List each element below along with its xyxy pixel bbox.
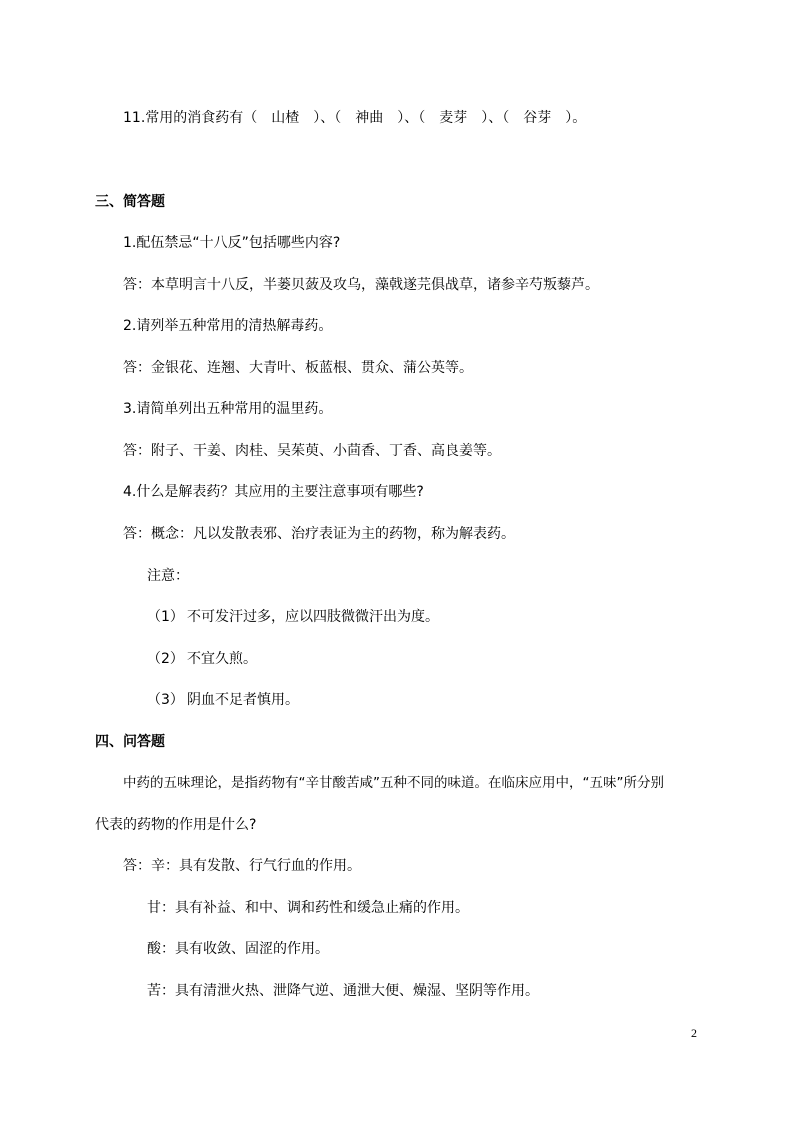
note-number: （3） bbox=[147, 692, 184, 708]
answer-4: 答：概念：凡以发散表邪、治疗表证为主的药物，称为解表药。 bbox=[123, 526, 515, 542]
q11-answer-4: 谷芽 bbox=[523, 110, 552, 126]
question-3: 3.请简单列出五种常用的温里药。 bbox=[123, 401, 333, 417]
question-2: 2.请列举五种常用的清热解毒药。 bbox=[123, 318, 333, 334]
q11-prefix: 11.常用的消食药有（ bbox=[123, 110, 258, 126]
answer-2: 答：金银花、连翘、大青叶、板蓝根、贯众、蒲公英等。 bbox=[123, 360, 473, 376]
note-item bbox=[147, 649, 257, 669]
q11-separator: ）、（ bbox=[313, 110, 342, 126]
question-4: 4.什么是解表药？其应用的主要注意事项有哪些? bbox=[123, 484, 424, 500]
essay-question-line-2: 代表的药物的作用是什么? bbox=[95, 817, 257, 833]
fill-blank-question-11 bbox=[123, 108, 586, 128]
note-text: 阴血不足者慎用。 bbox=[187, 692, 299, 708]
essay-question-line-1: 中药的五味理论，是指药物有“辛甘酸苦咸”五种不同的味道。在临床应用中，“五味”所分别 bbox=[123, 775, 664, 791]
answer-1: 答：本草明言十八反，半蒌贝蔹及攻乌，藻戟遂芫俱战草，诸参辛芍叛藜芦。 bbox=[123, 277, 599, 293]
essay-answer-sweet: 甘：具有补益、和中、调和药性和缓急止痛的作用。 bbox=[147, 900, 469, 916]
essay-answer-sour: 酸：具有收敛、固涩的作用。 bbox=[147, 941, 329, 957]
answer-3: 答：附子、干姜、肉桂、吴茱萸、小茴香、丁香、高良姜等。 bbox=[123, 443, 501, 459]
q11-answer-2: 神曲 bbox=[355, 110, 384, 126]
note-text: 不宜久煎。 bbox=[187, 651, 257, 667]
essay-answer-pungent: 答：辛：具有发散、行气行血的作用。 bbox=[123, 858, 361, 874]
q11-separator: ）、（ bbox=[481, 110, 510, 126]
note-item bbox=[147, 690, 299, 710]
section-heading-short-answer: 三、简答题 bbox=[95, 194, 165, 210]
note-text: 不可发汗过多，应以四肢微微汗出为度。 bbox=[187, 609, 439, 625]
essay-answer-bitter: 苦：具有清泄火热、泄降气逆、通泄大便、燥湿、坚阴等作用。 bbox=[147, 983, 539, 999]
note-number: （1） bbox=[147, 609, 184, 625]
page-number: 2 bbox=[691, 1026, 697, 1040]
note-number: （2） bbox=[147, 651, 184, 667]
question-1: 1.配伍禁忌“十八反”包括哪些内容? bbox=[123, 235, 341, 251]
q11-answer-3: 麦芽 bbox=[439, 110, 468, 126]
q11-separator: ）、（ bbox=[397, 110, 426, 126]
note-label: 注意： bbox=[147, 568, 189, 584]
q11-answer-1: 山楂 bbox=[271, 110, 300, 126]
note-item bbox=[147, 607, 439, 627]
q11-suffix: ）。 bbox=[565, 110, 587, 126]
section-heading-essay: 四、问答题 bbox=[95, 734, 165, 750]
